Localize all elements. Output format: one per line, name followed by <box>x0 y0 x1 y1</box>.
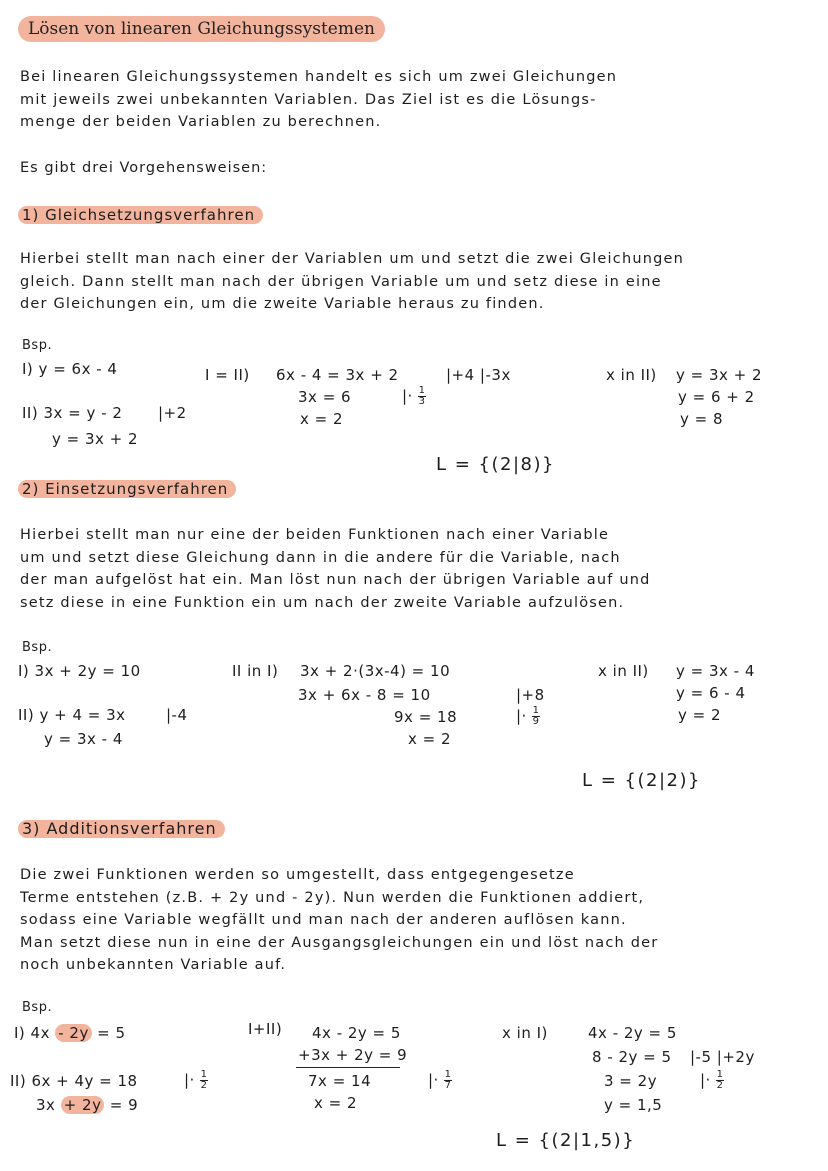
fraction-numerator: 1 <box>418 385 426 396</box>
s1-step-2-operation <box>402 386 426 407</box>
intro-line: menge der beiden Variablen zu berechnen. <box>20 114 382 130</box>
section-1-bsp: Bsp. <box>22 338 53 353</box>
s2-sub-label: x in II) <box>598 662 649 680</box>
s2-solution: L = {(2|2)} <box>582 770 701 791</box>
s3-solution: L = {(2|1,5)} <box>496 1130 636 1151</box>
fraction-denominator: 2 <box>200 1080 208 1091</box>
fraction-numerator: 1 <box>200 1069 208 1080</box>
s1-step-2-op: |· <box>402 387 413 405</box>
s3-sub-2: 8 - 2y = 5 <box>592 1048 672 1066</box>
intro-paragraph <box>20 66 810 134</box>
section-1-line: der Gleichungen ein, um die zweite Variable heraus zu finden. <box>20 296 545 312</box>
s3-sub-4: y = 1,5 <box>604 1096 663 1114</box>
s3-sub3-op: |· <box>700 1071 711 1089</box>
s1-equation-1: I) y = 6x - 4 <box>22 360 118 378</box>
s2-sub-1: y = 3x - 4 <box>676 662 755 680</box>
s3-equation-3 <box>36 1096 138 1114</box>
section-2-line: Hierbei stellt man nur eine der beiden Funktionen nach einer Variable <box>20 527 610 543</box>
s1-sub-label: x in II) <box>606 366 657 384</box>
fraction-numerator: 1 <box>532 705 540 716</box>
intro-line: Bei linearen Gleichungssystemen handelt es sich um zwei Gleichungen <box>20 69 618 85</box>
s3-equation-2-operation <box>184 1070 208 1091</box>
s3-sub3-fraction <box>716 1070 724 1091</box>
s2-step-2: 3x + 6x - 8 = 10 <box>298 686 431 704</box>
section-2-line: um und setzt diese Gleichung dann in die andere für die Variable, nach <box>20 549 621 566</box>
s1-step-2-fraction <box>418 386 426 407</box>
section-3-line: Man setzt diese nun in eine der Ausgangsgleichungen ein und löst nach der <box>20 934 659 951</box>
s2-equation-1: I) 3x + 2y = 10 <box>18 662 141 680</box>
section-3-line: sodass eine Variable wegfällt und man nach der anderen auflösen kann. <box>20 912 627 928</box>
s2-step-label: II in I) <box>232 662 279 680</box>
page-title: Lösen von linearen Gleichungssystemen <box>18 16 385 42</box>
methods-heading: Es gibt drei Vorgehensweisen: <box>20 160 268 176</box>
s2-step-2-operation: |+8 <box>516 686 545 704</box>
fraction-numerator: 1 <box>444 1069 452 1080</box>
section-3-line: Terme entstehen (z.B. + 2y und - 2y). Nun werden die Funktionen addiert, <box>20 889 645 906</box>
s3-add3-op: |· <box>428 1071 439 1089</box>
fraction-denominator: 3 <box>418 396 426 407</box>
s2-sub-2: y = 6 - 4 <box>676 684 746 702</box>
fraction-numerator: 1 <box>716 1069 724 1080</box>
section-1-heading: 1) Gleichsetzungsverfahren <box>18 206 263 224</box>
s1-step-label: I = II) <box>205 366 250 384</box>
s3-eq2-op: |· <box>184 1071 195 1089</box>
s1-sub-3: y = 8 <box>680 410 724 428</box>
fraction-denominator: 9 <box>532 716 540 727</box>
s1-equation-2-operation: |+2 <box>158 404 187 422</box>
s2-sub-3: y = 2 <box>678 706 722 724</box>
s1-step-2: 3x = 6 <box>298 388 352 406</box>
s1-equation-2-rearranged: y = 3x + 2 <box>52 430 139 448</box>
section-2-heading: 2) Einsetzungsverfahren <box>18 480 236 498</box>
s3-add-4: x = 2 <box>314 1094 358 1112</box>
s3-add-2: +3x + 2y = 9 <box>298 1046 408 1064</box>
section-3-heading: 3) Additionsverfahren <box>18 820 225 838</box>
s2-step-4: x = 2 <box>408 730 452 748</box>
s3-equation-2: II) 6x + 4y = 18 <box>10 1072 138 1090</box>
s2-step-3: 9x = 18 <box>394 708 458 726</box>
s1-sub-2: y = 6 + 2 <box>678 388 755 406</box>
s3-sub-label: x in I) <box>502 1024 548 1042</box>
s3-add-3-operation <box>428 1070 452 1091</box>
section-3-line: Die zwei Funktionen werden so umgestellt, dass entgegengesetze <box>20 867 575 883</box>
s2-step-3-op: |· <box>516 707 527 725</box>
section-3-line: noch unbekannten Variable auf. <box>20 957 287 973</box>
s3-eq1-pre: I) 4x <box>14 1024 50 1042</box>
fraction-denominator: 2 <box>716 1080 724 1091</box>
section-1-text <box>20 248 810 316</box>
s3-equation-1 <box>14 1024 126 1042</box>
s2-step-1: 3x + 2·(3x-4) = 10 <box>300 662 451 680</box>
s2-equation-2-operation: |-4 <box>166 706 188 724</box>
s2-step-3-operation <box>516 706 540 727</box>
s3-eq1-post: = 5 <box>97 1024 126 1042</box>
s3-sub-3: 3 = 2y <box>604 1072 658 1090</box>
section-3-bsp: Bsp. <box>22 1000 53 1015</box>
section-2-line: der man aufgelöst hat ein. Man löst nun nach der übrigen Variable auf und <box>20 572 651 588</box>
s3-sub-1: 4x - 2y = 5 <box>588 1024 677 1042</box>
s3-add-1: 4x - 2y = 5 <box>312 1024 401 1042</box>
section-3-text <box>20 864 810 977</box>
s1-sub-1: y = 3x + 2 <box>676 366 763 384</box>
fraction-denominator: 7 <box>444 1080 452 1091</box>
s1-equation-2: II) 3x = y - 2 <box>22 404 123 422</box>
s3-sub-2-operation: |-5 |+2y <box>690 1048 755 1066</box>
section-1-line: Hierbei stellt man nach einer der Variablen um und setzt die zwei Gleichungen <box>20 251 685 267</box>
section-2-text <box>20 524 810 614</box>
section-2-line: setz diese in eine Funktion ein um nach der zweite Variable aufzulösen. <box>20 594 625 611</box>
s3-eq3-post: = 9 <box>109 1096 139 1114</box>
s1-step-3: x = 2 <box>300 410 344 428</box>
s2-step-3-fraction <box>532 706 540 727</box>
s3-eq3-pre: 3x <box>36 1096 56 1114</box>
intro-line: mit jeweils zwei unbekannten Variablen. Das Ziel ist es die Lösungs- <box>20 91 597 108</box>
s1-solution: L = {(2|8)} <box>436 454 555 475</box>
addition-underline <box>296 1067 400 1068</box>
s3-eq1-highlight: - 2y <box>55 1024 92 1042</box>
s3-sub-3-operation <box>700 1070 724 1091</box>
s2-equation-2: II) y + 4 = 3x <box>18 706 126 724</box>
s3-add3-fraction <box>444 1070 452 1091</box>
section-1-line: gleich. Dann stellt man nach der übrigen Variable um und setz diese in eine <box>20 273 662 290</box>
s1-step-1-operation: |+4 |-3x <box>446 366 511 384</box>
s1-step-1: 6x - 4 = 3x + 2 <box>276 366 399 384</box>
s3-eq2-fraction <box>200 1070 208 1091</box>
section-2-bsp: Bsp. <box>22 640 53 655</box>
s3-add-label: I+II) <box>248 1020 283 1038</box>
s3-eq3-highlight: + 2y <box>61 1096 105 1114</box>
s2-equation-2-rearranged: y = 3x - 4 <box>44 730 123 748</box>
s3-add-3: 7x = 14 <box>308 1072 372 1090</box>
